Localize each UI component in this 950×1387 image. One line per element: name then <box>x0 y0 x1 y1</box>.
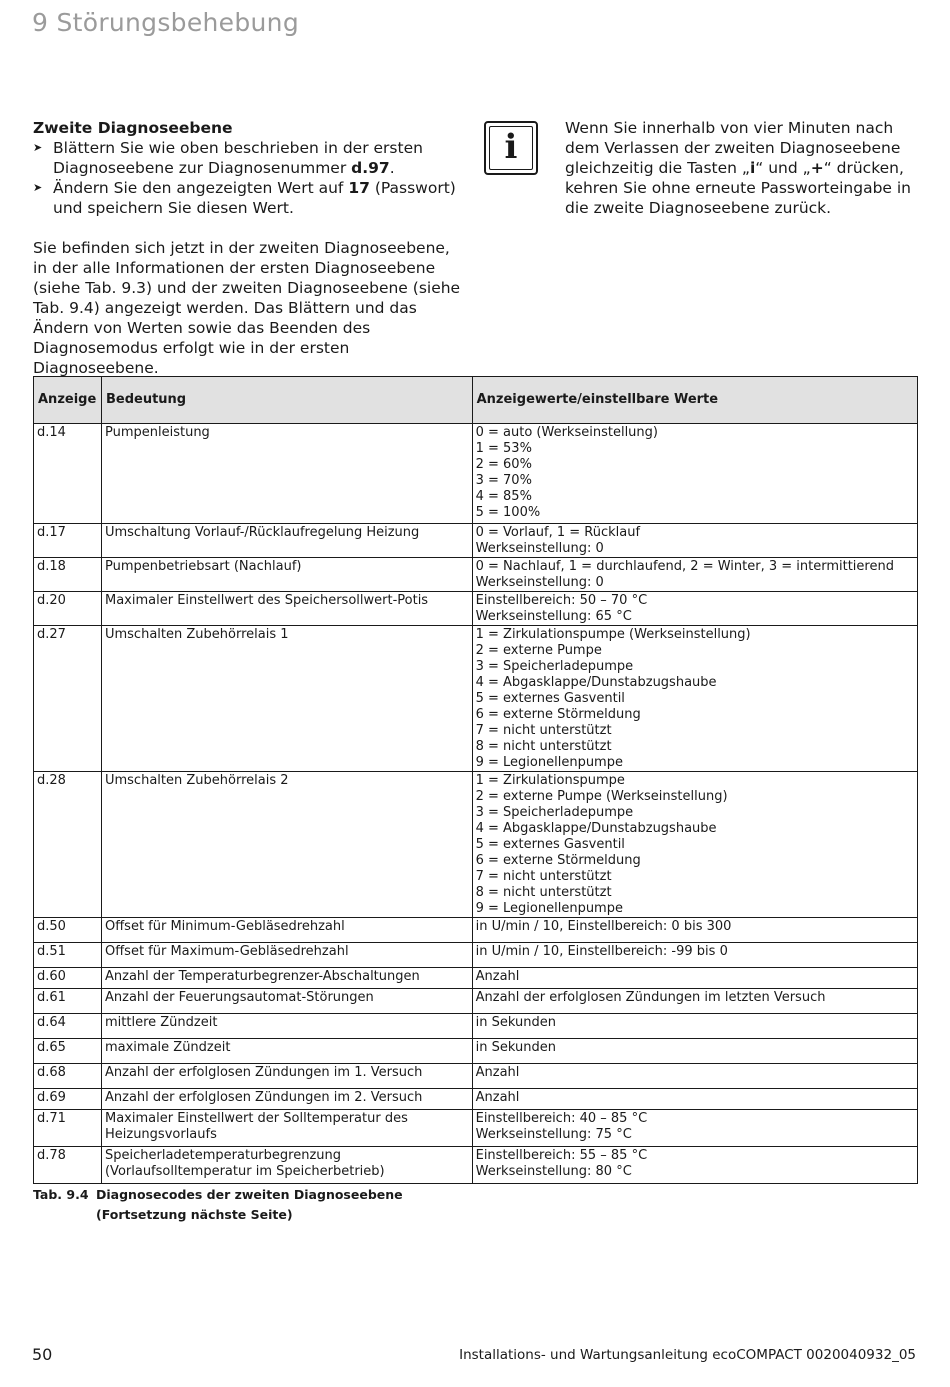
cell-meaning: maximale Zündzeit <box>101 1039 472 1064</box>
step-text-end: . <box>389 159 395 177</box>
instruction-step <box>33 138 465 178</box>
cell-code: d.65 <box>34 1039 102 1064</box>
key-plus: + <box>810 159 824 177</box>
cell-meaning: Offset für Maximum-Gebläsedrehzahl <box>101 943 472 968</box>
info-text: “ und „ <box>755 159 811 177</box>
table-row <box>34 968 918 989</box>
cell-code: d.60 <box>34 968 102 989</box>
cell-code: d.20 <box>34 592 102 626</box>
cell-meaning: Umschaltung Vorlauf-/Rücklaufregelung Heizung <box>101 524 472 558</box>
cell-values: Anzahl der erfolglosen Zündungen im letzten Versuch <box>472 989 917 1014</box>
body-paragraph: Sie befinden sich jetzt in der zweiten Diagnoseebene, in der alle Informationen der ersten Diagnoseebene (siehe Tab. 9.3) und der zweiten Diagnoseebene (siehe Tab. 9.4) angezeigt werden. Das Blättern und das Ändern von Werten sowie das Beenden des Diagnosemodus erfolgt wie in der ersten Diagnoseebene. <box>33 239 461 377</box>
table-row <box>34 1039 918 1064</box>
cell-meaning: Speicherladetemperaturbegrenzung (Vorlaufsolltemperatur im Speicherbetrieb) <box>101 1147 472 1184</box>
col-header-code: Anzeige <box>34 377 102 424</box>
cell-code: d.27 <box>34 626 102 772</box>
table-row <box>34 772 918 918</box>
table-row <box>34 1147 918 1184</box>
cell-meaning: Pumpenbetriebsart (Nachlauf) <box>101 558 472 592</box>
step-text: Ändern Sie den angezeigten Wert auf <box>53 179 349 197</box>
cell-values: in Sekunden <box>472 1014 917 1039</box>
cell-values: 0 = Nachlauf, 1 = durchlaufend, 2 = Winter, 3 = intermittierend Werkseinstellung: 0 <box>472 558 917 592</box>
table-row <box>34 1064 918 1089</box>
col-header-meaning: Bedeutung <box>101 377 472 424</box>
table-row <box>34 524 918 558</box>
cell-meaning: Maximaler Einstellwert des Speichersollwert-Potis <box>101 592 472 626</box>
table-caption <box>33 1185 456 1225</box>
table-header-row <box>34 377 918 424</box>
cell-values: in Sekunden <box>472 1039 917 1064</box>
cell-code: d.17 <box>34 524 102 558</box>
cell-values: in U/min / 10, Einstellbereich: -99 bis 0 <box>472 943 917 968</box>
info-text: Wenn Sie innerhalb von vier Minuten nach dem Verlassen der zweiten Diagnoseebene gleichzeitig die Tasten „ <box>565 119 901 177</box>
table-row <box>34 1014 918 1039</box>
left-column <box>33 118 465 378</box>
cell-meaning: Maximaler Einstellwert der Solltemperatur des Heizungsvorlaufs <box>101 1110 472 1147</box>
table-row <box>34 424 918 524</box>
section-heading: Zweite Diagnoseebene <box>33 119 233 137</box>
cell-values: 1 = Zirkulationspumpe 2 = externe Pumpe (Werkseinstellung) 3 = Speicherladepumpe 4 = Abgasklappe/Dunstabzugshaube 5 = externes Gasventil 6 = externe Störmeldung 7 = nicht unterstützt 8 = nicht unterstützt 9 = Legionellenpumpe <box>472 772 917 918</box>
caption-number: Tab. 9.4 <box>33 1187 89 1202</box>
step-emphasis: d.97 <box>351 159 390 177</box>
caption-text: Diagnosecodes der zweiten Diagnoseebene (Fortsetzung nächste Seite) <box>96 1187 403 1222</box>
cell-meaning: Umschalten Zubehörrelais 2 <box>101 772 472 918</box>
info-note <box>565 118 915 218</box>
step-text-end: (Passwort) und speichern Sie diesen Wert. <box>53 179 456 217</box>
cell-values: 1 = Zirkulationspumpe (Werkseinstellung) 2 = externe Pumpe 3 = Speicherladepumpe 4 = Abgasklappe/Dunstabzugshaube 5 = externes Gasventil 6 = externe Störmeldung 7 = nicht unterstützt 8 = nicht unterstützt 9 = Legionellenpumpe <box>472 626 917 772</box>
cell-meaning: Umschalten Zubehörrelais 1 <box>101 626 472 772</box>
table-row <box>34 1110 918 1147</box>
cell-meaning: Pumpenleistung <box>101 424 472 524</box>
cell-meaning: mittlere Zündzeit <box>101 1014 472 1039</box>
cell-code: d.64 <box>34 1014 102 1039</box>
cell-values: Anzahl <box>472 1064 917 1089</box>
table-row <box>34 918 918 943</box>
cell-values: Anzahl <box>472 968 917 989</box>
table-row <box>34 592 918 626</box>
diagnosis-table <box>33 376 918 1184</box>
cell-code: d.68 <box>34 1064 102 1089</box>
key-i: i <box>749 159 756 177</box>
arrow-icon: ➤ <box>33 181 43 194</box>
cell-code: d.14 <box>34 424 102 524</box>
cell-values: 0 = Vorlauf, 1 = Rücklauf Werkseinstellung: 0 <box>472 524 917 558</box>
cell-code: d.71 <box>34 1110 102 1147</box>
instruction-step <box>33 178 465 218</box>
cell-meaning: Anzahl der erfolglosen Zündungen im 2. Versuch <box>101 1089 472 1110</box>
cell-code: d.28 <box>34 772 102 918</box>
table-row <box>34 1089 918 1110</box>
table-row <box>34 943 918 968</box>
col-header-values: Anzeigewerte/einstellbare Werte <box>472 377 917 424</box>
table-row <box>34 626 918 772</box>
step-text: Blättern Sie wie oben beschrieben in der ersten Diagnoseebene zur Diagnosenummer <box>53 139 423 177</box>
cell-values: Anzahl <box>472 1089 917 1110</box>
cell-values: Einstellbereich: 55 – 85 °C Werkseinstellung: 80 °C <box>472 1147 917 1184</box>
info-icon <box>484 121 538 175</box>
footer-document: Installations- und Wartungsanleitung ecoCOMPACT 0020040932_05 <box>459 1347 916 1363</box>
cell-values: Einstellbereich: 40 – 85 °C Werkseinstellung: 75 °C <box>472 1110 917 1147</box>
cell-meaning: Offset für Minimum-Gebläsedrehzahl <box>101 918 472 943</box>
arrow-icon: ➤ <box>33 141 43 154</box>
info-icon-glyph: i <box>504 127 518 167</box>
table-row <box>34 558 918 592</box>
cell-code: d.18 <box>34 558 102 592</box>
cell-code: d.61 <box>34 989 102 1014</box>
cell-code: d.69 <box>34 1089 102 1110</box>
cell-meaning: Anzahl der Temperaturbegrenzer-Abschaltungen <box>101 968 472 989</box>
cell-values: 0 = auto (Werkseinstellung) 1 = 53% 2 = 60% 3 = 70% 4 = 85% 5 = 100% <box>472 424 917 524</box>
table-row <box>34 989 918 1014</box>
info-text: “ drücken, kehren Sie ohne erneute Passworteingabe in die zweite Diagnoseebene zurück. <box>565 159 912 217</box>
page-number: 50 <box>32 1345 53 1364</box>
chapter-title: 9 Störungsbehebung <box>32 8 299 37</box>
cell-meaning: Anzahl der Feuerungsautomat-Störungen <box>101 989 472 1014</box>
cell-code: d.78 <box>34 1147 102 1184</box>
cell-values: in U/min / 10, Einstellbereich: 0 bis 300 <box>472 918 917 943</box>
cell-values: Einstellbereich: 50 – 70 °C Werkseinstellung: 65 °C <box>472 592 917 626</box>
cell-code: d.50 <box>34 918 102 943</box>
step-emphasis: 17 <box>348 179 370 197</box>
cell-code: d.51 <box>34 943 102 968</box>
cell-meaning: Anzahl der erfolglosen Zündungen im 1. Versuch <box>101 1064 472 1089</box>
